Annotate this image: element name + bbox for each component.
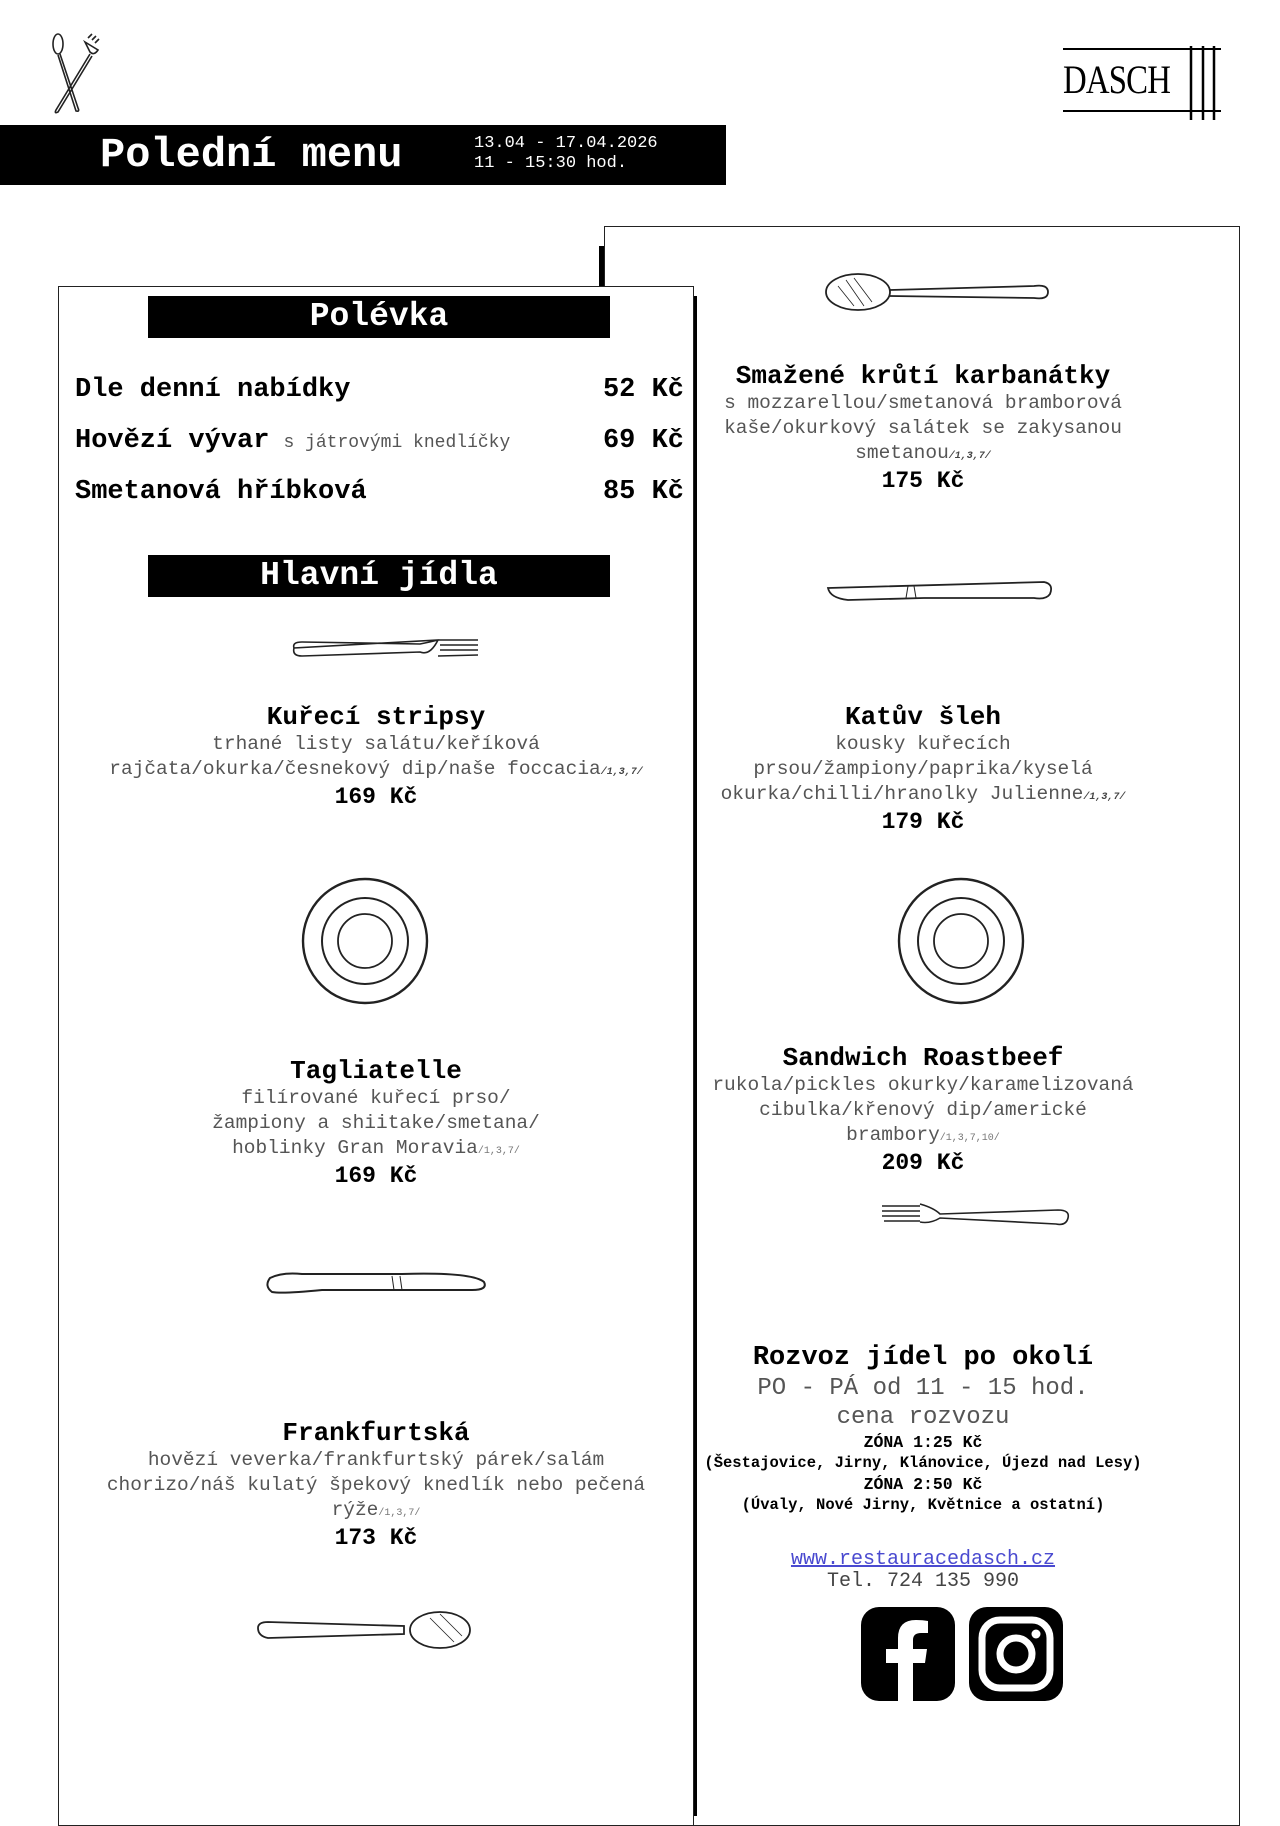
website-link[interactable]: www.restauracedasch.cz (790, 1548, 1056, 1571)
delivery-hours: PO - PÁ od 11 - 15 hod. (757, 1375, 1089, 1402)
soup-item: Hovězí vývar s játrovými knedlíčky 69 Kč (75, 426, 684, 456)
allergens: /1,3,7/ (948, 451, 991, 462)
allergens: /1,3,7/ (378, 1508, 421, 1519)
dish-name: Tagliatelle (290, 1056, 462, 1086)
spoon-icon (254, 1606, 474, 1654)
knife-icon (262, 1264, 492, 1300)
phone-number: Tel. 724 135 990 (826, 1570, 1020, 1593)
allergens: /1,3,7/ (477, 1146, 520, 1157)
dish-description: s mozzarellou/smetanová bramborová kaše/okurkový salátek se zakysanou smetanou/1,3,7/ (724, 392, 1122, 464)
date-hours (474, 134, 658, 174)
delivery-zone: ZÓNA 1:25 Kč (863, 1433, 983, 1452)
dish-description: trhané listy salátu/keříková rajčata/okurka/česnekový dip/naše foccacia/1,3,7/ (109, 733, 643, 780)
contact-info (612, 1548, 1234, 1593)
facebook-icon[interactable] (861, 1607, 955, 1701)
price: 69 Kč (602, 426, 684, 456)
allergens: /1,3,7/ (1083, 792, 1126, 803)
section-heading-soups: Polévka (148, 296, 610, 338)
fork-icon (880, 1200, 1070, 1228)
dish-description: rukola/pickles okurky/karamelizovaná cibulka/křenový dip/americké brambory/1,3,7,10/ (712, 1074, 1134, 1146)
dish-description: kousky kuřecích prsou/žampiony/paprika/kyselá okurka/chilli/hranolky Julienne/1,3,7/ (720, 733, 1126, 805)
dish-price: 169 Kč (334, 784, 418, 810)
dish-item (60, 702, 692, 810)
delivery-zone-areas: (Šestajovice, Jirny, Klánovice, Újezd nad Lesy) (704, 1454, 1142, 1472)
delivery-zone: ZÓNA 2:50 Kč (863, 1475, 983, 1494)
dish-price: 209 Kč (881, 1150, 965, 1176)
dasch-logo (1063, 46, 1218, 116)
crossed-fork-spoon-icon (48, 30, 108, 115)
delivery-zone-areas: (Úvaly, Nové Jirny, Květnice a ostatní) (741, 1496, 1105, 1514)
dish-description: hovězí veverka/frankfurtský párek/salám chorizo/náš kulatý špekový knedlík nebo pečená rýže/1,3,7/ (106, 1449, 646, 1521)
dish-name: Kuřecí stripsy (266, 702, 486, 732)
dish-description: filírované kuřecí prso/ žampiony a shiitake/smetana/ hoblinky Gran Moravia/1,3,7/ (212, 1087, 540, 1159)
soup-item: Smetanová hříbková 85 Kč (75, 477, 684, 507)
spoon-icon (824, 268, 1054, 316)
plate-icon (896, 876, 1026, 1006)
dish-name: Katův šleh (844, 702, 1002, 732)
logo-text: DASCH (1063, 57, 1171, 102)
dish-item (612, 702, 1234, 835)
instagram-icon[interactable] (969, 1607, 1063, 1701)
allergens: /1,3,7/ (600, 767, 643, 778)
dish-price: 175 Kč (881, 468, 965, 494)
section-heading-mains: Hlavní jídla (148, 555, 610, 597)
page-title: Polední menu (100, 131, 403, 179)
dish-item (60, 1056, 692, 1189)
price: 52 Kč (602, 375, 684, 405)
dish-item (60, 1418, 692, 1551)
allergens: /1,3,7,10/ (939, 1133, 1000, 1144)
price: 85 Kč (602, 477, 684, 507)
dish-price: 179 Kč (881, 809, 965, 835)
date-range: 13.04 - 17.04.2026 (474, 134, 658, 153)
dish-name: Frankfurtská (282, 1418, 470, 1448)
delivery-title: Rozvoz jídel po okolí (752, 1343, 1094, 1373)
dish-name: Smažené krůtí karbanátky (735, 361, 1111, 391)
dish-price: 173 Kč (334, 1525, 418, 1551)
dish-name: Sandwich Roastbeef (782, 1043, 1064, 1073)
soup-item: Dle denní nabídky 52 Kč (75, 375, 684, 405)
knife-icon (824, 576, 1054, 606)
delivery-info (612, 1342, 1234, 1516)
dish-item (612, 361, 1234, 494)
plate-icon (300, 876, 430, 1006)
title-underline (455, 183, 726, 185)
fork-icon (290, 636, 480, 662)
delivery-price-label: cena rozvozu (836, 1404, 1010, 1431)
serving-hours: 11 - 15:30 hod. (474, 154, 628, 173)
dish-item (612, 1043, 1234, 1176)
dish-price: 169 Kč (334, 1163, 418, 1189)
